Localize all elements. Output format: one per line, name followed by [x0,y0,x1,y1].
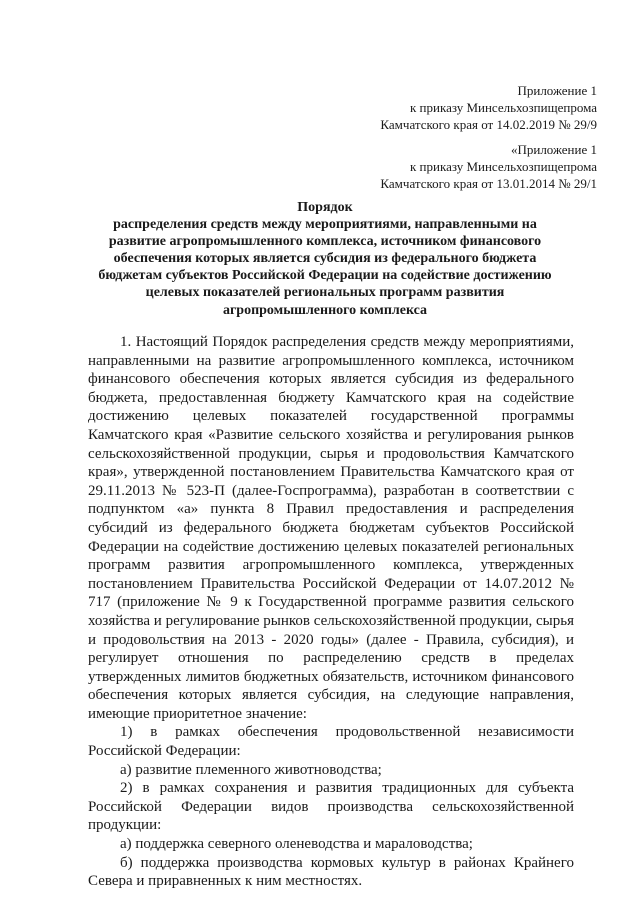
paragraph-1: 1. Настоящий Порядок распределения средств между мероприятиями, направленными на развитие агропромышленного комплекса, источником финансового обеспечения которых является субсидия из федерального бюджета, предоставленная бюджету Камчатского края на содействие достижению целевых показателей государственной программы Камчатского края «Развитие сельского хозяйства и регулирования рынков сельскохозяйственной продукции, сырья и продовольствия Камчатского края», утвержденной постановлением Правительства Камчатского края от 29.11.2013 № 523-П (далее-Госпрограмма), разработан в соответствии с подпунктом «а» пункта 8 Правил предоставления и распределения субсидий из федерального бюджета бюджетам субъектов Российской Федерации на содействие достижению целевых показателей региональных программ развития агропромышленного комплекса, утвержденных постановлением Правительства Российской Федерации от 14.07.2012 № 717 (приложение № 9 к Государственной программе развития сельского хозяйства и регулирование рынков сельскохозяйственной продукции, сырья и продовольствия на 2013 - 2020 годы» (далее - Правила, субсидия), и регулирует отношения по распределению средств в пределах утвержденных лимитов бюджетных обязательств, источником финансового обеспечения которых является субсидия, на следующие направления, имеющие приоритетное значение: [88,334,574,722]
paragraph-item-1: 1) в рамках обеспечения продовольственной независимости Российской Федерации: [88,724,574,760]
title-line: распределения средств между мероприятиями, направленными на [113,217,537,233]
appendix-current-line2: к приказу Минсельхозпищепрома [409,100,597,115]
title-line: бюджетам субъектов Российской Федерации на содействие достижению [98,268,552,284]
title-heading: Порядок [297,200,353,215]
appendix-current-header [380,82,597,133]
paragraph-item-2: 2) в рамках сохранения и развития традиционных для субъекта Российской Федерации видов производства сельскохозяйственной продукции: [88,780,574,834]
paragraph-item-1a: а) развитие племенного животноводства; [120,761,382,778]
title-line: целевых показателей региональных программ развития [145,285,505,301]
appendix-current-line1: Приложение 1 [517,83,597,98]
appendix-original-header [380,141,597,192]
paragraph-item-2a: а) поддержка северного оленеводства и мараловодства; [120,836,473,853]
appendix-original-line2: к приказу Минсельхозпищепрома [409,159,597,174]
document-title [80,199,570,319]
title-line: агропромышленного комплекса [222,302,428,318]
appendix-original-line1: «Приложение 1 [510,142,597,157]
appendix-current-line3: Камчатского края от 14.02.2019 № 29/9 [380,117,597,132]
paragraph-item-2b: б) поддержка производства кормовых культур в районах Крайнего Севера и приравненных к ним местностях. [88,854,574,890]
title-line: обеспечения которых является субсидия из федерального бюджета [113,251,537,267]
title-line: развитие агропромышленного комплекса, источником финансового [108,234,542,250]
document-body [88,333,574,891]
appendix-original-line3: Камчатского края от 13.01.2014 № 29/1 [380,176,597,191]
